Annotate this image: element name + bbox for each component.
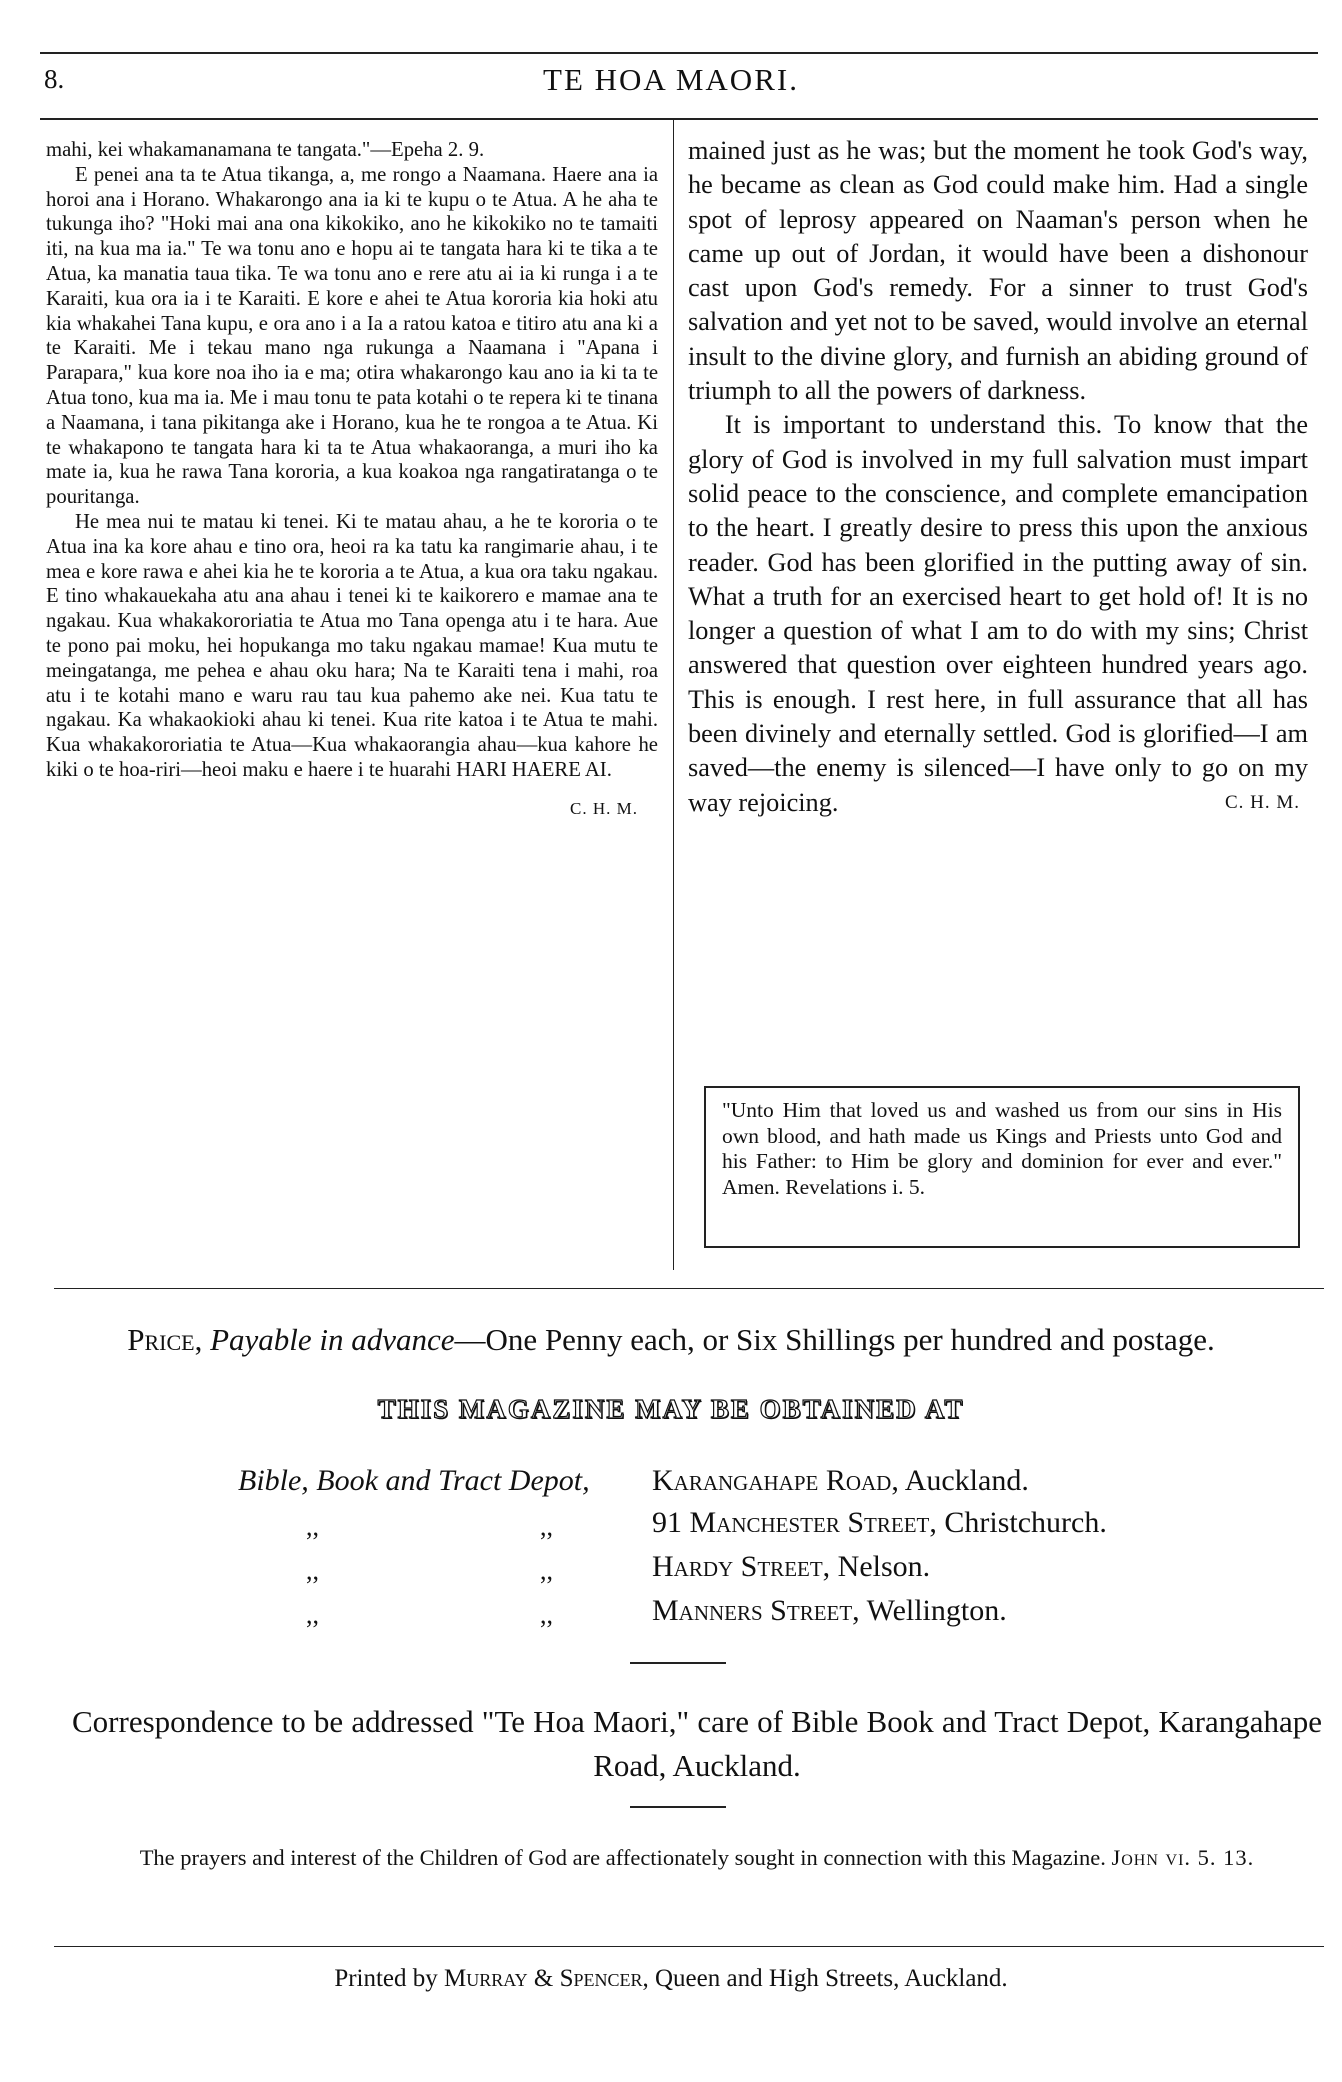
depot-street: Karangahape Road, <box>652 1464 899 1497</box>
depot-street: Hardy Street, <box>652 1550 831 1583</box>
printer-prefix: Printed by <box>334 1965 438 1992</box>
depot-city: Christchurch. <box>944 1506 1107 1539</box>
depot-address <box>652 1464 1029 1498</box>
page-title: TE HOA MAORI. <box>543 62 799 97</box>
depot-city: Nelson. <box>837 1550 931 1583</box>
printer-name: Murray & Spencer, <box>444 1965 649 1992</box>
price-terms: Payable in advance <box>210 1322 455 1357</box>
left-paragraph: mahi, kei whakamanamana te tangata."—Epeha 2. 9. <box>46 139 485 161</box>
depot-city: Wellington. <box>866 1594 1007 1627</box>
ditto-mark: ,, <box>540 1600 553 1629</box>
scripture-quote-box <box>704 1086 1300 1248</box>
top-border-rule <box>40 52 1318 54</box>
printer-line <box>0 1965 1342 1993</box>
header-rule <box>40 118 1318 120</box>
correspondence-notice: Correspondence to be addressed "Te Hoa Maori," care of Bible Book and Tract Depot, Karangahape Road, Auckland. <box>72 1704 1322 1783</box>
scripture-quote: "Unto Him that loved us and washed us from our sins in His own blood, and hath made us Kings and Priests unto God and his Father: to Him be glory and dominion for ever and ever." Amen. Revelations i. 5. <box>722 1098 1282 1199</box>
ditto-mark: ,, <box>306 1556 319 1585</box>
page-number: 8. <box>44 64 65 94</box>
prayers-reference: John vi. 5. 13. <box>1111 1845 1255 1870</box>
depot-address <box>652 1550 930 1584</box>
depot-street: Manners Street, <box>652 1594 860 1627</box>
prayers-text: The prayers and interest of the Children of God are affectionately sought in connection with this Magazine. <box>139 1845 1106 1870</box>
left-signature: C. H. M. <box>570 798 638 818</box>
depot-address <box>652 1506 1107 1540</box>
short-rule <box>630 1662 726 1664</box>
ditto-mark: ,, <box>306 1600 319 1629</box>
right-signature: C. H. M. <box>1224 791 1300 813</box>
printer-address: Queen and High Streets, Auckland. <box>654 1965 1008 1992</box>
ditto-mark: ,, <box>306 1512 319 1541</box>
right-column <box>688 134 1308 820</box>
column-divider <box>673 120 674 1270</box>
left-paragraph: E penei ana ta te Atua tikanga, a, me rongo a Naamana. Haere ana ia horoi ana i Horano. Whakarongo ana ia ki te kupu o te Atua. A he aha te tukunga iho? "Hoki mai ana ona kikokiko, ano he kikokiko no te tamaiti iti, na kua ma ia." Te wa tonu ano e hopu ai te tangata hara ki te tika a te Atua, ka manatia taua tika. Te wa tonu ano e rere atu ai ia ki runga i a te Karaiti, kua ora ia i te Karaiti. E kore e ahei te Atua kororia kia hoki atu kia whakahei Tana kupu, e ora ano i a Ia a ratou katoa e titiro atu ana ki a te Karaiti. Me i tekau mano nga rukunga a Naamana i "Apana i Parapara," kua kore noa iho ia e ma; otira whakarongo kau ano ia ki ta te Atua tono, kua ma ia. Me i mau tonu te pata kotahi o te repera ki te tinana a Naamana, i tana pikitanga ake i Horano, kua he te rongoa a te Atua. Ki te whakapono te tangata hara ki ta te Atua whakaoranga, a muri iho ka mate ia, kua he rawa Tana kororia, a kua koakoa nga rangatiratanga o te pouritanga. <box>46 163 658 509</box>
prayers-notice <box>72 1840 1322 1876</box>
depot-address <box>652 1594 1007 1628</box>
left-column <box>46 138 658 822</box>
short-rule <box>630 1806 726 1808</box>
section-rule <box>54 1288 1324 1289</box>
price-line <box>0 1322 1342 1358</box>
depot-street: 91 Manchester Street, <box>652 1506 937 1539</box>
footer-rule <box>54 1946 1324 1947</box>
right-paragraph: mained just as he was; but the moment he took God's way, he became as clean as God could make him. Had a single spot of leprosy appeared on Naaman's person when he came up out of Jordan, it would have been a dishonour cast upon God's remedy. For a sinner to trust God's salvation and yet not to be saved, would involve an eternal insult to the divine glory, and furnish an abiding ground of triumph to all the powers of darkness. <box>688 136 1308 406</box>
magazine-heading: THIS MAGAZINE MAY BE OBTAINED AT <box>377 1394 965 1424</box>
depot-city: Auckland. <box>904 1464 1029 1497</box>
price-label: Price, <box>127 1322 203 1357</box>
depot-label: Bible, Book and Tract Depot, <box>238 1464 590 1497</box>
ditto-mark: ,, <box>540 1556 553 1585</box>
right-paragraph: It is important to understand this. To know that the glory of God is involved in my full salvation must impart solid peace to the conscience, and complete emancipation to the heart. I greatly desire to press this upon the anxious reader. God has been glorified in the putting away of sin. What a truth for an exercised heart to get hold of! It is no longer a question of what I am to do with my sins; Christ answered that question over eighteen hundred years ago. This is enough. I rest here, in full assurance that all has been divinely and eternally settled. God is glorified—I am saved—the enemy is silenced—I have only to go on my way rejoicing. <box>688 410 1308 817</box>
ditto-mark: ,, <box>540 1512 553 1541</box>
left-paragraph: He mea nui te matau ki tenei. Ki te matau ahau, a he te kororia o te Atua ina ka kore ahau e tino ora, heoi ra ka tatu ka rangimarie ahau, i te mea e kore rawa e ahei kia he te kororia a te Atua, a kua ora taku ngakau. E tino whakauekaha atu ana ahau i tenei ki te kaikorero e mamae ana te ngakau. Kua whakakororiatia te Atua mo Tana openga atu i te hara. Aue te pono pai moku, hei hopukanga mo taku ngakau mamae! Kua mutu te meingatanga, me pehea e ahau oku hara; Na te Karaiti tena i mahi, roa atu i te kotahi mano e waru rau tau kua pahemo ake nei. Kua tatu te ngakau. Ka whakaokioki ahau ki tenei. Kua rite katoa i te Atua te mahi. Kua whakakororiatia te Atua—Kua whakaorangia ahau—kua kahore he kiki o te hoa-riri—heoi maku e haere i te huarahi HARI HAERE AI. <box>46 510 658 781</box>
price-details: —One Penny each, or Six Shillings per hundred and postage. <box>454 1322 1215 1357</box>
